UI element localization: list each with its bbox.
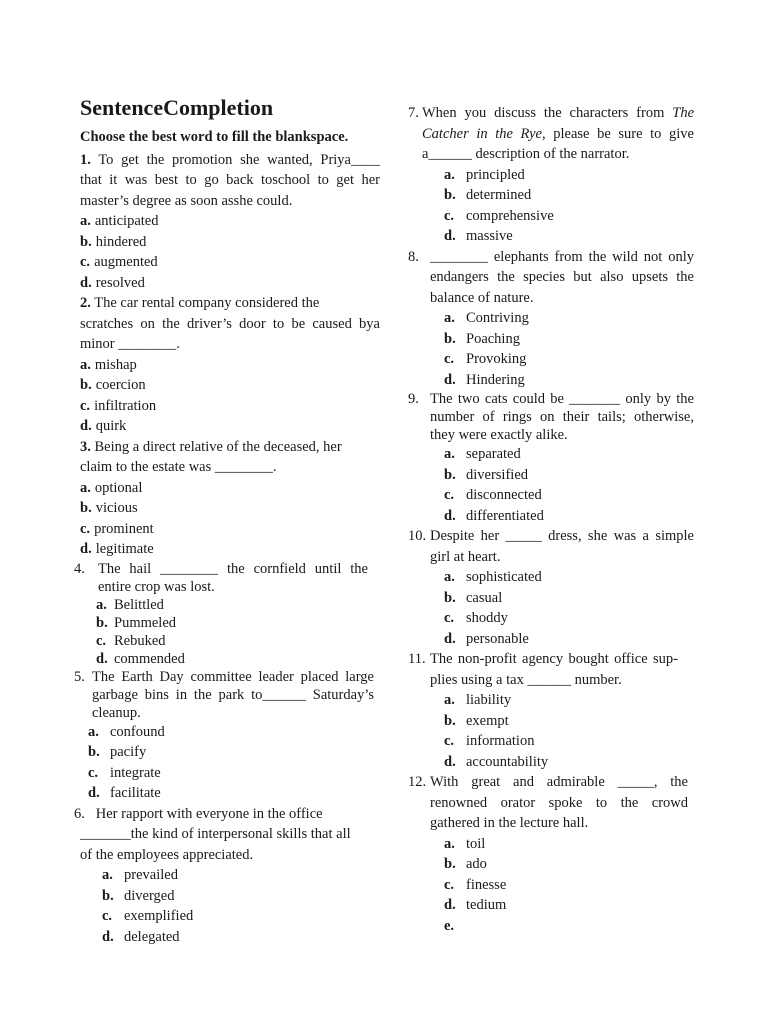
instructions: Choose the best word to fill the blankspace. — [80, 129, 349, 145]
question-6 — [74, 804, 380, 948]
option-b[interactable]: b. Poaching — [444, 330, 520, 347]
question-text: The two cats could be _______ only by the number of rings on their tails; otherwise, they were exactly alike. — [430, 391, 694, 443]
option-b[interactable]: b. diverged — [102, 887, 175, 904]
option-d[interactable]: d. Hindering — [444, 371, 525, 388]
question-text: The hail ________ the cornfield until the entire crop was lost. — [98, 560, 368, 595]
option-d[interactable]: d. delegated — [102, 928, 180, 945]
question-text: The car rental company considered the — [94, 295, 320, 311]
option-b[interactable]: b. coercion — [80, 377, 146, 393]
option-a[interactable]: a. mishap — [80, 356, 137, 373]
option-b[interactable]: b. ado — [444, 856, 487, 872]
question-number: 11. — [408, 651, 426, 667]
option-c[interactable]: c. information — [444, 733, 535, 749]
question-text-line: claim to the estate was ________. — [80, 459, 277, 475]
question-text-line: master’s degree as soon asshe could. — [80, 192, 293, 209]
option-c[interactable]: c. Rebuked — [96, 632, 166, 649]
options-list — [408, 444, 694, 526]
question-text: When you discuss the characters from The Catcher in the Rye, please be sure to give a______ description of the narrator. — [422, 105, 694, 162]
option-c[interactable]: c. augmented — [80, 254, 158, 270]
option-a[interactable]: a. optional — [80, 479, 143, 496]
option-d[interactable]: d. commended — [96, 650, 185, 667]
option-e[interactable]: e. — [444, 917, 455, 934]
option-a[interactable]: a. Contriving — [444, 310, 529, 326]
options-list — [408, 834, 688, 937]
question-10 — [408, 526, 694, 649]
option-d[interactable]: d. tedium — [444, 897, 507, 913]
options-list — [74, 722, 374, 804]
question-9 — [408, 390, 694, 526]
question-text-line — [80, 150, 380, 171]
option-a[interactable]: a. principled — [444, 166, 525, 183]
question-number: 10. — [408, 528, 427, 544]
option-c[interactable]: c. Provoking — [444, 351, 527, 367]
question-text: With great and admirable _____, the renowned orator spoke to the crowd gathered in the lecture hall. — [430, 774, 688, 831]
question-text-line: scratches on the driver’s door to be caused bya — [80, 315, 380, 332]
question-text-line: minor ________. — [80, 336, 180, 352]
option-b[interactable]: b. vicious — [80, 500, 138, 516]
question-5 — [74, 668, 374, 804]
option-d[interactable]: d. facilitate — [88, 785, 161, 801]
option-c[interactable]: c. disconnected — [444, 487, 542, 503]
question-number: 8. — [408, 248, 419, 265]
option-c[interactable]: c. shoddy — [444, 610, 508, 626]
option-b[interactable]: b. Pummeled — [96, 614, 177, 631]
option-d[interactable]: d. differentiated — [444, 507, 544, 524]
option-d[interactable]: d. resolved — [80, 274, 145, 291]
question-text: Her rapport with everyone in the office — [95, 805, 323, 822]
option-b[interactable]: b. casual — [444, 589, 503, 606]
question-number: 12. — [408, 774, 427, 790]
question-2 — [80, 293, 380, 437]
option-c[interactable]: c. infiltration — [80, 397, 157, 414]
option-c[interactable]: c. exemplified — [102, 908, 194, 924]
options-list — [408, 690, 678, 772]
option-a[interactable]: a. separated — [444, 446, 521, 462]
option-a[interactable]: a. sophisticated — [444, 569, 542, 585]
question-text: ________ elephants from the wild not only endangers the species but also upsets the balance of nature. — [430, 248, 694, 306]
question-number: 2. — [80, 295, 91, 311]
question-text-line — [80, 293, 380, 314]
question-7 — [408, 103, 694, 247]
option-d[interactable]: d. massive — [444, 228, 513, 244]
option-d[interactable]: d. accountability — [444, 753, 549, 770]
question-text-line: that it was best to go back toschool to get her — [80, 172, 380, 188]
left-column — [74, 95, 380, 947]
question-text: The Earth Day committee leader placed large garbage bins in the park to______ Saturday’s cleanup. — [92, 668, 374, 721]
option-d[interactable]: d. legitimate — [80, 541, 154, 557]
options-list — [408, 165, 694, 247]
question-text: To get the promotion she wanted, Priya____ — [98, 151, 380, 168]
option-c[interactable]: c. finesse — [444, 876, 507, 893]
question-text-line: of the employees appreciated. — [80, 846, 254, 863]
option-a[interactable]: a. prevailed — [102, 867, 178, 883]
options-list — [74, 596, 368, 668]
question-text: Being a direct relative of the deceased, her — [94, 438, 342, 455]
question-number: 1. — [80, 151, 91, 168]
option-b[interactable]: b. hindered — [80, 233, 147, 250]
option-b[interactable]: b. determined — [444, 187, 532, 203]
option-c[interactable]: c. integrate — [88, 764, 161, 781]
question-text-line — [80, 437, 380, 458]
question-number: 5. — [74, 668, 85, 685]
options-list — [408, 308, 694, 390]
option-a[interactable]: a. liability — [444, 692, 512, 708]
option-a[interactable]: a. confound — [88, 723, 165, 740]
question-number: 7. — [408, 105, 419, 121]
question-number: 4. — [74, 560, 85, 577]
option-b[interactable]: b. diversified — [444, 466, 529, 483]
options-list — [74, 865, 380, 947]
question-4 — [74, 560, 368, 668]
option-c[interactable]: c. comprehensive — [444, 207, 554, 224]
question-number: 9. — [408, 391, 419, 407]
question-3 — [80, 437, 380, 560]
question-12 — [408, 772, 688, 936]
option-d[interactable]: d. personable — [444, 630, 529, 647]
options-list — [408, 567, 694, 649]
question-text: Despite her _____ dress, she was a simple girl at heart. — [430, 528, 694, 565]
right-column — [408, 103, 694, 936]
question-8 — [408, 247, 694, 391]
option-a[interactable]: a. toil — [444, 835, 486, 852]
question-number: 3. — [80, 438, 91, 455]
question-text-line — [74, 804, 380, 825]
question-text-line: _______the kind of interpersonal skills that all — [80, 826, 351, 842]
question-text: The non-profit agency bought office sup-plies using a tax ______ number. — [430, 651, 678, 688]
option-a[interactable]: a. anticipated — [80, 213, 159, 229]
option-c[interactable]: c. prominent — [80, 520, 154, 537]
question-1 — [80, 150, 380, 294]
option-b[interactable]: b. pacify — [88, 744, 147, 760]
question-number: 6. — [74, 805, 85, 822]
option-b[interactable]: b. exempt — [444, 712, 509, 729]
page-title: SentenceCompletion — [80, 95, 274, 120]
option-d[interactable]: d. quirk — [80, 418, 127, 434]
question-11 — [408, 649, 678, 772]
option-a[interactable]: a. Belittled — [96, 596, 164, 613]
